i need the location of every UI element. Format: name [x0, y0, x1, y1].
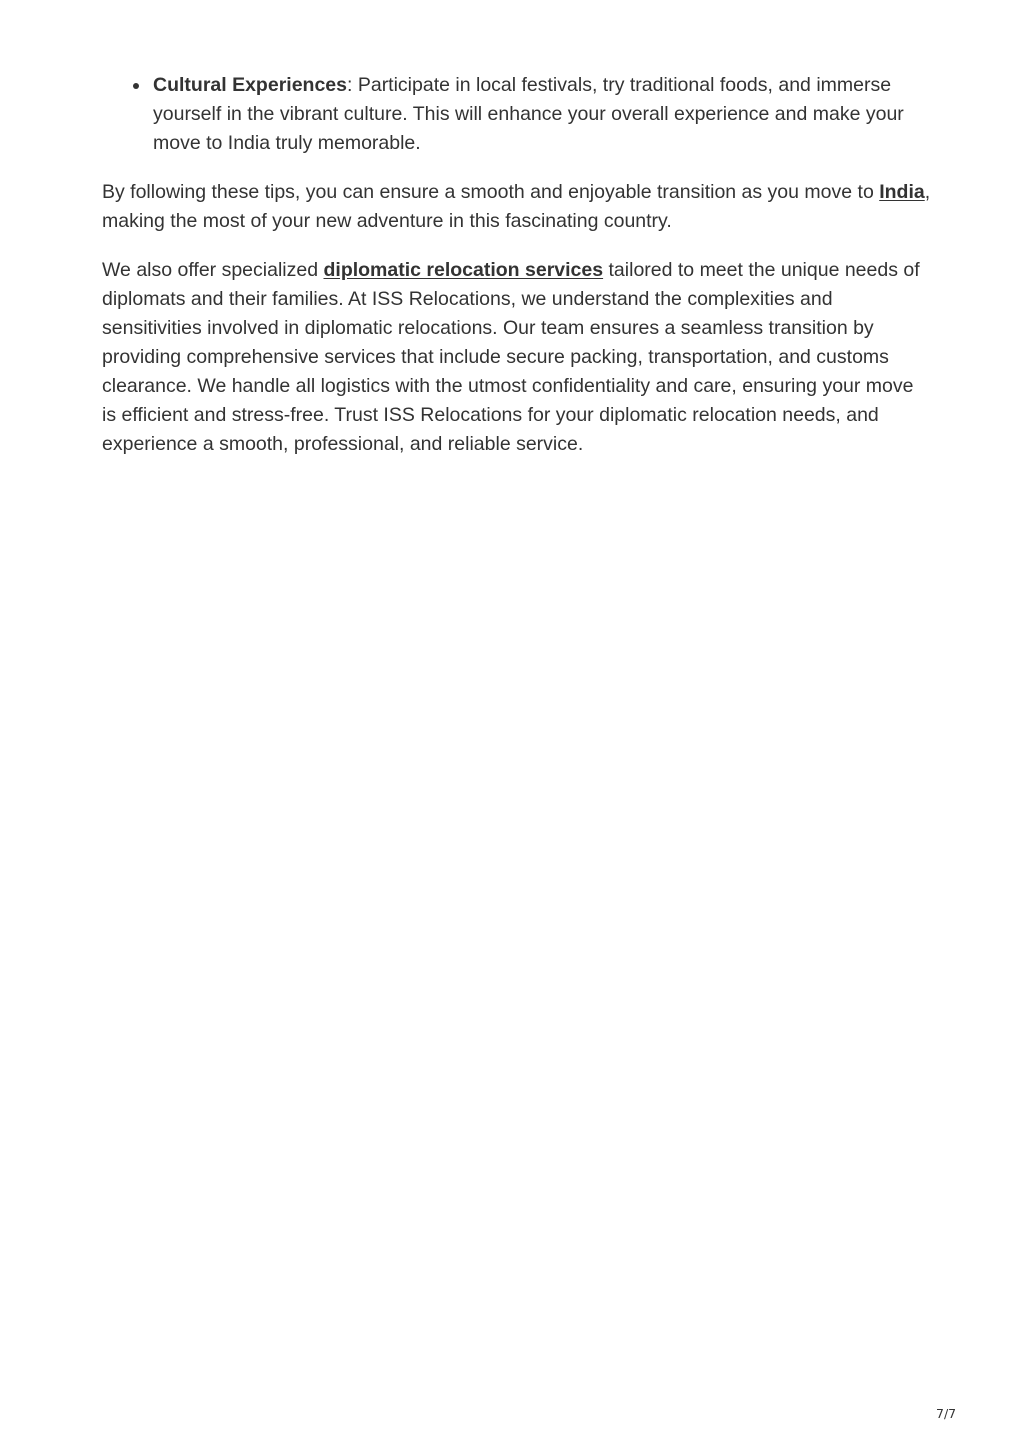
document-body — [102, 71, 932, 479]
list-item — [153, 71, 932, 158]
services-text-before: We also offer specialized — [102, 259, 324, 281]
services-text-after: tailored to meet the unique needs of diplomats and their families. At ISS Relocations, we understand the complexities and sensitivities involved in diplomatic relocations. Our team ensures a seamless transition by providing comprehensive services that include secure packing, transportation, and customs clearance. We handle all logistics with the utmost confidentiality and care, ensuring your move is efficient and stress-free. Trust ISS Relocations for your diplomatic relocation needs, and experience a smooth, professional, and reliable service. — [102, 259, 920, 455]
list-item-separator: : — [347, 74, 353, 96]
services-paragraph — [102, 256, 932, 459]
bullet-icon — [133, 83, 139, 89]
diplomatic-relocation-link[interactable]: diplomatic relocation services — [323, 259, 604, 281]
india-link[interactable]: India — [879, 181, 925, 203]
page-number: 7/7 — [936, 1406, 957, 1421]
tips-list — [102, 71, 932, 158]
summary-paragraph — [102, 178, 932, 236]
list-item-text: Participate in local festivals, try traditional foods, and immerse yourself in the vibrant culture. This will enhance your overall experience and make your move to India truly memorable. — [153, 74, 904, 154]
summary-text-before: By following these tips, you can ensure a smooth and enjoyable transition as you move to — [102, 181, 880, 203]
summary-text-after: , making the most of your new adventure in this fascinating country. — [102, 181, 931, 232]
list-item-term: Cultural Experiences — [153, 74, 347, 96]
